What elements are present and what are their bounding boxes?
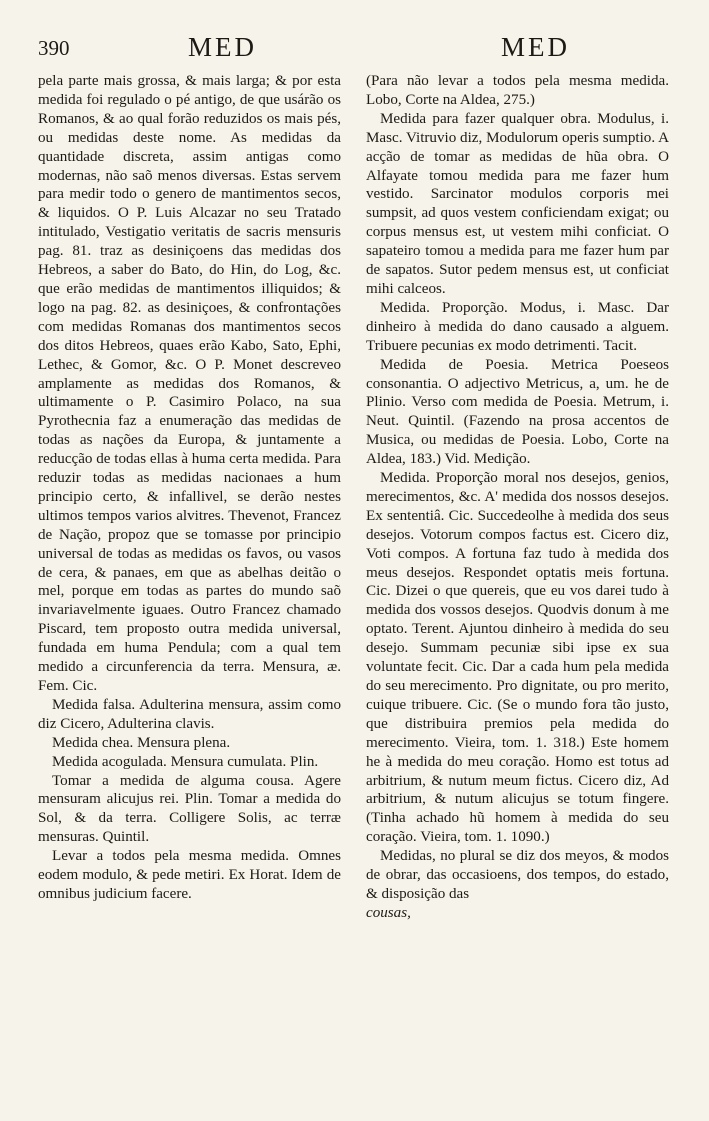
entry-paragraph: Medidas, no plural se diz dos meyos, & modos de obrar, das occasioens, dos tempos, do estado, & disposição das [366, 848, 669, 902]
page-number: 390 [38, 36, 70, 60]
running-head-left: MED [188, 32, 257, 62]
running-head-right: MED [501, 32, 570, 62]
entry-paragraph: Medida chea. Mensura plena. [52, 734, 231, 751]
entry-paragraph: Tomar a medida de alguma cousa. Agere mensuram alicujus rei. Plin. Tomar a medida do Sol, & da terra. Colligere Solis, ac terræ mensuras. Quintil. [38, 772, 341, 846]
entry-paragraph: Levar a todos pela mesma medida. Omnes eodem modulo, & pede metiri. Ex Horat. Idem de omnibus judicium facere. [38, 848, 341, 902]
entry-paragraph: Medida. Proporção moral nos desejos, genios, merecimentos, &c. A' medida dos nossos desejos. Ex sententiâ. Cic. Succedeolhe à medida dos seus desejos. Votorum compos factus est. Cicero diz, Voti compos. A fortuna faz tudo à medida dos meus desejos. Respondet optatis meis fortuna. Cic. Dizei o que quereis, que eu vos darei tudo à medida dos vossos desejos. Quodvis donum à me optato. Terent. Ajuntou dinheiro à medida do seu desejo. Summam pecuniæ sibi ipse ex sua voluntate fecit. Cic. Dar a cada hum pela medida do seu merecimento. Pro dignitate, ou pro merito, cuique tribuere. Cic. (Se o mundo fora tão justo, que distribuira premios pela medida do merecimento. Vieira, tom. 1. 318.) Este homem he à medida do meu coração. Homo est totus ad arbitrium, & nutum meum fictus. Cicero diz, Ad arbitrium, & nutum alicujus se totum fingere. (Tinha achado hũ homem à medida do seu coração. Vieira, tom. 1. 1090.) [366, 470, 669, 846]
left-column [38, 72, 341, 923]
page-header [38, 30, 669, 72]
entry-paragraph: Medida para fazer qualquer obra. Modulus, i. Masc. Vitruvio diz, Modulorum operis sumptio. A acção de tomar as medidas de hũa obra. O Alfayate tomou medida para me fazer hum vestido. Sarcinator modulos corporis mei sumpsit, ad quos vestem conficiendam exigat; ou corpus mensus est, ut vestem mihi conficiat. O sapateiro tomou a medida para me fazer hum par de sapatos. Sutor pedem mensus est, ut conficiat mihi calceos. [366, 110, 669, 297]
right-column [366, 72, 669, 923]
entry-paragraph: Medida de Poesia. Metrica Poeseos consonantia. O adjectivo Metricus, a, um. he de Plinio. Verso com medida de Poesia. Metrum, i. Neut. Quintil. (Fazendo na prosa accentos de Musica, ou medidas de Poesia. Lobo, Corte na Aldea, 183.) Vid. Medição. [366, 356, 669, 468]
entry-paragraph: Medida. Proporção. Modus, i. Masc. Dar dinheiro à medida do dano causado a alguem. Tribuere pecunias ex modo detrimenti. Tacit. [366, 299, 669, 354]
entry-paragraph: pela parte mais grossa, & mais larga; & por esta medida foi regulado o pé antigo, de que usárão os Romanos, & ao qual forão reduzidos os mais pés, ou medidas deste nome. As medidas da quantidade discreta, assim antigas como modernas, não saõ menos diversas. Estas servem para medir todo o genero de mantimentos secos, & liquidos. O P. Luis Alcazar no seu Tratado intitulado, Vestigatio veritatis de sacris mensuris pag. 81. traz as desiniçoens das medidas dos Hebreos, a saber do Bato, do Hin, do Log, &c. que erão medidas de mantimentos illiquidos; & logo na pag. 82. as desiniçoes, & confrontações com medidas Romanas dos mantimentos secos dos ditos Hebreos, quaes erão Kabo, Sato, Ephi, Lethec, & Gomor, &c. O P. Monet descreveo amplamente as medidas dos Romanos, & ultimamente o P. Casimiro Polaco, na sua Pyrothecnia faz a enumeração das medidas de todas as nações da Europa, & juntamente a reducção de todas ellas à huma certa medida. Para reduzir todas as medidas nacionaes a hum principio certo, & infallivel, se derão nestes ultimos tempos varios alvitres. Thevenot, Francez de Nação, propoz que se tomasse por principio universal de todas as medidas os favos, ou vasos de cera, & panaes, em que as abelhas deitão o mel, porque em todas as partes do mundo saõ invariavelmente iguaes. Outro Francez chamado Piscard, tem proposto outra medida universal, fundada em huma Pendula; com a qual tem medido a circunferencia da terra. Mensura, æ. Fem. Cic. [38, 73, 341, 694]
catchword: cousas, [366, 904, 411, 921]
text-columns [38, 72, 669, 923]
entry-paragraph: (Para não levar a todos pela mesma medida. Lobo, Corte na Aldea, 275.) [366, 73, 669, 108]
entry-paragraph: Medida acogulada. Mensura cumulata. Plin. [52, 753, 319, 770]
entry-paragraph: Medida falsa. Adulterina mensura, assim como diz Cicero, Adulterina clavis. [38, 696, 341, 732]
